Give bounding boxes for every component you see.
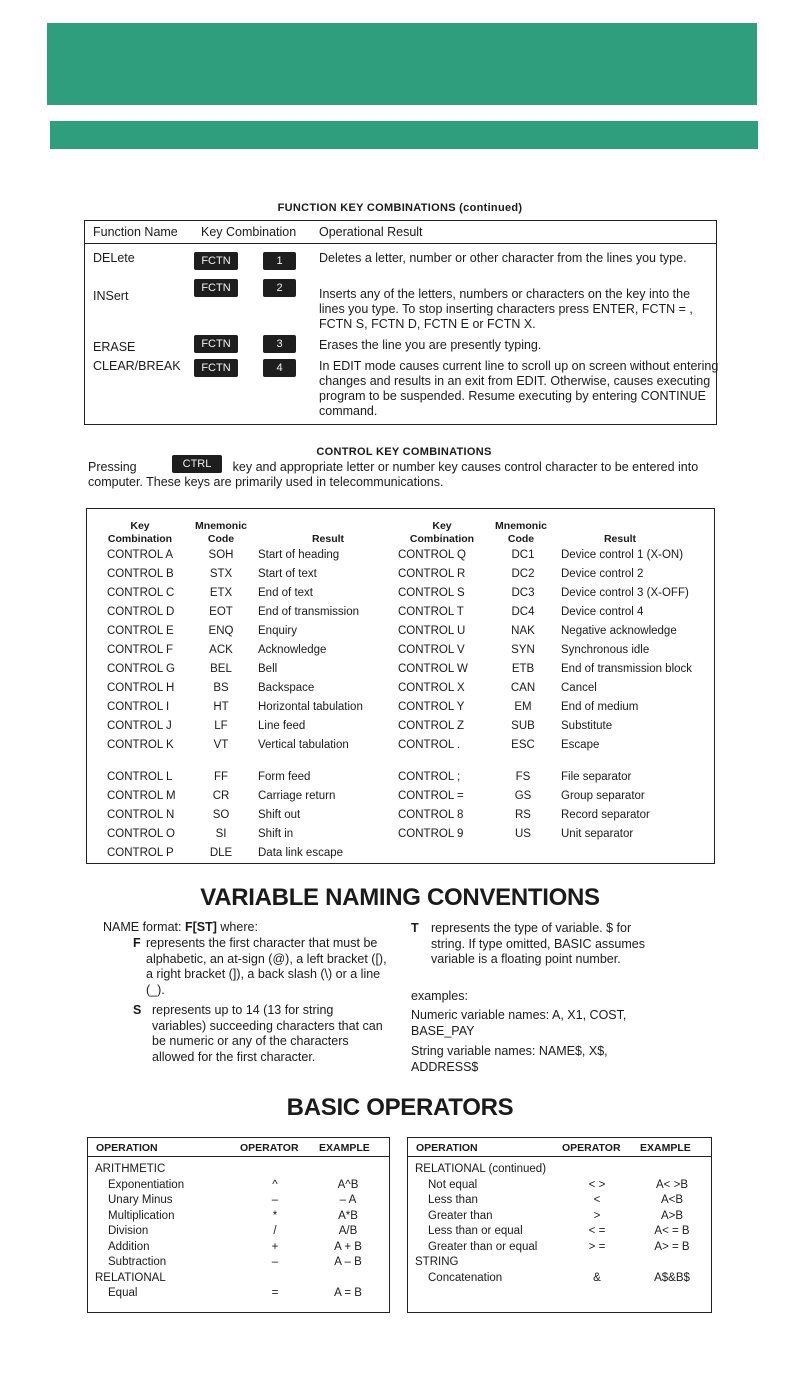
control-result: Line feed [258, 720, 306, 732]
control-key-row [87, 549, 714, 567]
key-combination: CONTROL C [107, 587, 175, 599]
operator-symbol: > = [588, 1240, 606, 1253]
t-letter: T [411, 921, 419, 935]
s-letter: S [133, 1003, 142, 1017]
operator-example: A = B [334, 1287, 362, 1299]
operator-group [88, 1272, 389, 1288]
operator-example: A + B [334, 1240, 362, 1253]
mnemonic-code: FS [515, 771, 531, 783]
mnemonic-code: HT [213, 701, 229, 713]
operator-symbol: * [272, 1209, 278, 1222]
header-band-top [47, 23, 757, 105]
function-name: INSert [93, 289, 129, 303]
function-name: CLEAR/BREAK [93, 359, 181, 373]
mnemonic-code: FF [213, 771, 229, 783]
key-combination: CONTROL E [107, 625, 174, 637]
header-example: EXAMPLE [640, 1142, 691, 1154]
operator-example: A/B [338, 1225, 358, 1237]
key-combination: CONTROL W [398, 663, 468, 675]
control-result: Start of heading [258, 549, 340, 561]
header-operation: OPERATION [96, 1142, 158, 1154]
operation-name: Multiplication [108, 1209, 175, 1222]
operator-row [408, 1272, 711, 1288]
mnemonic-code: SOH [208, 549, 234, 561]
control-key-row [87, 739, 714, 757]
operator-row [408, 1225, 711, 1241]
mnemonic-code: ESC [511, 739, 535, 751]
mnemonic-code: GS [514, 790, 532, 802]
operator-group [88, 1163, 389, 1179]
fctn-key: FCTN [194, 252, 238, 270]
string-example: String variable names: NAME$, X$, ADDRESS$ [411, 1044, 608, 1074]
header-band-bottom [50, 121, 758, 149]
operator-example: A<B [660, 1194, 684, 1206]
fctn-key: FCTN [194, 335, 238, 353]
operation-name: Subtraction [108, 1256, 167, 1268]
control-result: Form feed [258, 771, 311, 783]
function-keys-table [84, 220, 717, 425]
operators-table-left [87, 1137, 390, 1313]
key-combination: CONTROL B [107, 568, 174, 580]
control-key-row [87, 606, 714, 624]
key-combination: CONTROL = [398, 790, 464, 802]
operation-name: Addition [108, 1240, 150, 1253]
header-result-left: Result [311, 533, 345, 545]
operation-name: Unary Minus [108, 1194, 173, 1206]
operators-table-right [407, 1137, 712, 1313]
key-combination: CONTROL F [107, 644, 174, 656]
mnemonic-code: DLE [209, 847, 233, 859]
operators-header [408, 1138, 711, 1157]
mnemonic-code: ETB [511, 663, 535, 675]
operational-result: Deletes a letter, number or other character from the lines you type. [319, 251, 687, 265]
control-result: End of text [258, 587, 313, 599]
operator-group-label: ARITHMETIC [95, 1163, 166, 1175]
key-combination: CONTROL Y [398, 701, 465, 713]
control-result: Acknowledge [258, 644, 327, 656]
operation-name: Not equal [428, 1178, 478, 1191]
control-result: Enquiry [258, 625, 297, 637]
operators-header [88, 1138, 389, 1157]
key-combination: CONTROL N [107, 809, 175, 821]
header-function-name: Function Name [93, 225, 178, 239]
control-key-row [87, 809, 714, 827]
t-description: represents the type of variable. $ for string. If type omitted, BASIC assumes variable is a floating point number. [431, 921, 645, 966]
operator-example: A*B [338, 1209, 358, 1222]
control-result: Start of text [258, 568, 317, 580]
operation-name: Equal [108, 1287, 138, 1299]
mnemonic-code: LF [214, 720, 228, 732]
control-result: Group separator [561, 790, 645, 802]
control-key-row [87, 568, 714, 586]
operator-symbol: < [593, 1194, 601, 1206]
operator-group-label: STRING [415, 1256, 459, 1268]
operator-row [88, 1210, 389, 1226]
control-result: Synchronous idle [561, 644, 650, 656]
control-result: Device control 2 [561, 568, 644, 580]
control-keys-table [86, 508, 715, 864]
control-key-row [87, 663, 714, 681]
s-description: represents up to 14 (13 for string variables) succeeding characters that can be numeric or any of the characters allowed for the first character. [152, 1003, 383, 1064]
control-result: Backspace [258, 682, 315, 694]
mnemonic-code: DC1 [511, 549, 535, 561]
control-result: Unit separator [561, 828, 634, 840]
control-result: Horizontal tabulation [258, 701, 363, 713]
mnemonic-code: VT [213, 739, 229, 751]
f-description: represents the first character that must be alphabetic, an at-sign (@), a left bracket ([), a right bracket (]), a back slash (\) or a line (_). [146, 936, 387, 997]
operator-group [408, 1256, 711, 1272]
header-operational-result: Operational Result [319, 225, 423, 239]
basic-operators-title: BASIC OPERATORS [286, 1094, 514, 1121]
operational-result: In EDIT mode causes current line to scroll up on screen without entering changes and results in an exit from EDIT. Otherwise, causes executing program to be suspended. Resume executing by entering CONTINUE command. [319, 359, 719, 418]
operator-group-label: RELATIONAL [95, 1271, 166, 1284]
mnemonic-code: EM [514, 701, 532, 713]
operation-name: Division [108, 1225, 149, 1237]
operation-name: Less than or equal [428, 1225, 523, 1237]
mnemonic-code: SI [215, 828, 227, 840]
number-key: 2 [263, 279, 296, 297]
mnemonic-code: SYN [511, 644, 535, 656]
operator-example: A^B [337, 1178, 359, 1191]
operator-row [88, 1241, 389, 1257]
control-keys-title: CONTROL KEY COMBINATIONS [316, 446, 492, 458]
mnemonic-code: ACK [209, 644, 233, 656]
operator-row [408, 1194, 711, 1210]
header-key-combination: Key Combination [201, 225, 297, 239]
operation-name: Greater than or equal [428, 1240, 538, 1253]
operator-symbol: < > [588, 1178, 606, 1191]
mnemonic-code: BEL [210, 663, 232, 675]
operator-group-label: RELATIONAL (continued) [415, 1163, 547, 1175]
control-result: File separator [561, 771, 632, 783]
control-result: Carriage return [258, 790, 336, 802]
key-combination: CONTROL J [107, 720, 172, 732]
key-combination: CONTROL D [107, 606, 175, 618]
mnemonic-code: DC4 [511, 606, 535, 618]
control-key-row [87, 847, 714, 865]
key-combination: CONTROL K [107, 739, 174, 751]
operator-symbol: / [273, 1225, 277, 1237]
control-key-row [87, 790, 714, 808]
numeric-example: Numeric variable names: A, X1, COST, BASE_PAY [411, 1008, 627, 1038]
control-key-row [87, 720, 714, 738]
operator-symbol: = [271, 1287, 279, 1299]
operator-example: A>B [660, 1209, 684, 1222]
key-combination: CONTROL U [398, 625, 466, 637]
control-key-row [87, 587, 714, 605]
control-result: Device control 3 (X-OFF) [561, 587, 689, 599]
header-mnemonic-right: Mnemonic Code [495, 520, 547, 545]
operator-symbol: > [593, 1209, 601, 1222]
operator-example: A< = B [654, 1225, 690, 1237]
mnemonic-code: STX [209, 568, 233, 580]
operator-example: – A [339, 1194, 357, 1206]
function-keys-title: FUNCTION KEY COMBINATIONS (continued) [277, 202, 523, 214]
mnemonic-code: EOT [209, 606, 233, 618]
key-combination: CONTROL T [398, 606, 464, 618]
intro-pressing: Pressing [88, 460, 137, 474]
operator-symbol: – [271, 1194, 279, 1206]
operator-symbol: < = [588, 1225, 606, 1237]
key-combination: CONTROL Z [398, 720, 465, 732]
name-format-value: F[ST] [184, 920, 217, 934]
operator-row [88, 1194, 389, 1210]
control-result: Substitute [561, 720, 613, 732]
control-result: Data link escape [258, 847, 344, 859]
operation-name: Greater than [428, 1209, 493, 1222]
control-result: Bell [258, 663, 278, 675]
operator-example: A$&B$ [654, 1271, 690, 1284]
control-result: End of transmission [258, 606, 359, 618]
control-key-row [87, 828, 714, 846]
key-combination: CONTROL Q [398, 549, 466, 561]
control-result: Device control 1 (X-ON) [561, 549, 684, 561]
operator-symbol: ^ [272, 1178, 278, 1191]
control-key-row [87, 771, 714, 789]
name-format-line: NAME format: F[ST] where: [103, 920, 258, 934]
key-combination: CONTROL L [107, 771, 173, 783]
mnemonic-code: ENQ [208, 625, 234, 637]
operator-row [408, 1241, 711, 1257]
mnemonic-code: RS [515, 809, 531, 821]
mnemonic-code: DC2 [511, 568, 535, 580]
control-result: End of medium [561, 701, 639, 713]
operational-result: Erases the line you are presently typing. [319, 338, 542, 352]
mnemonic-code: CR [212, 790, 230, 802]
operator-symbol: + [271, 1240, 279, 1253]
key-combination: CONTROL 8 [398, 809, 464, 821]
number-key: 1 [263, 252, 296, 270]
control-result: Device control 4 [561, 606, 644, 618]
function-name: DELete [93, 251, 135, 265]
header-operator: OPERATOR [562, 1142, 621, 1154]
control-key-row [87, 701, 714, 719]
control-result: End of transmission block [561, 663, 693, 675]
operator-row [88, 1256, 389, 1272]
operator-row [88, 1287, 389, 1303]
control-result: Shift in [258, 828, 294, 840]
number-key: 4 [263, 359, 296, 377]
mnemonic-code: DC3 [511, 587, 535, 599]
operator-group [408, 1163, 711, 1179]
ctrl-key: CTRL [172, 455, 222, 473]
key-combination: CONTROL G [107, 663, 175, 675]
header-example: EXAMPLE [319, 1142, 370, 1154]
operator-example: A> = B [654, 1240, 690, 1253]
key-combination: CONTROL S [398, 587, 465, 599]
key-combination: CONTROL A [107, 549, 174, 561]
mnemonic-code: SO [212, 809, 230, 821]
operator-example: A< >B [656, 1178, 688, 1191]
operational-result: Inserts any of the letters, numbers or characters on the key into the lines you type. To stop inserting characters press ENTER, FCTN = , FCTN S, FCTN D, FCTN E or FCTN X. [319, 287, 693, 331]
control-result: Cancel [561, 682, 597, 694]
variable-naming-title: VARIABLE NAMING CONVENTIONS [200, 884, 600, 911]
control-result: Record separator [561, 809, 650, 821]
key-combination: CONTROL ; [398, 771, 461, 783]
header-result-right: Result [603, 533, 637, 545]
key-combination: CONTROL P [107, 847, 174, 859]
control-key-row [87, 644, 714, 662]
intro-description: key and appropriate letter or number key causes control character to be entered into computer. These keys are primarily used in telecommunications. [88, 460, 699, 489]
function-keys-header [85, 221, 716, 244]
control-key-row [87, 682, 714, 700]
mnemonic-code: NAK [511, 625, 535, 637]
operator-symbol: – [271, 1256, 279, 1268]
key-combination: CONTROL O [107, 828, 175, 840]
key-combination: CONTROL . [398, 739, 461, 751]
mnemonic-code: SUB [511, 720, 535, 732]
function-name: ERASE [93, 340, 136, 354]
operator-example: A – B [334, 1256, 362, 1268]
key-combination: CONTROL 9 [398, 828, 464, 840]
key-combination: CONTROL I [107, 701, 170, 713]
mnemonic-code: BS [213, 682, 229, 694]
operation-name: Exponentiation [108, 1178, 185, 1191]
fctn-key: FCTN [194, 359, 238, 377]
mnemonic-code: ETX [209, 587, 233, 599]
operator-symbol: & [593, 1271, 601, 1284]
key-combination: CONTROL R [398, 568, 466, 580]
operator-row [408, 1179, 711, 1195]
operator-row [88, 1179, 389, 1195]
number-key: 3 [263, 335, 296, 353]
key-combination: CONTROL V [398, 644, 465, 656]
mnemonic-code: CAN [510, 682, 536, 694]
mnemonic-code: US [515, 828, 531, 840]
operator-row [408, 1210, 711, 1226]
operation-name: Concatenation [428, 1271, 503, 1284]
key-combination: CONTROL M [107, 790, 176, 802]
operator-row [88, 1225, 389, 1241]
examples-label: examples: [411, 989, 468, 1003]
control-result: Negative acknowledge [561, 625, 677, 637]
control-result: Escape [561, 739, 600, 751]
f-letter: F [133, 936, 141, 950]
control-keys-intro [88, 460, 708, 490]
header-operator: OPERATOR [240, 1142, 299, 1154]
control-key-row [87, 625, 714, 643]
fctn-key: FCTN [194, 279, 238, 297]
control-result: Shift out [258, 809, 301, 821]
header-key-combination-right: Key Combination [409, 520, 475, 545]
key-combination: CONTROL H [107, 682, 175, 694]
header-key-combination-left: Key Combination [107, 520, 173, 545]
header-mnemonic-left: Mnemonic Code [195, 520, 247, 545]
control-result: Vertical tabulation [258, 739, 349, 751]
header-operation: OPERATION [416, 1142, 478, 1154]
key-combination: CONTROL X [398, 682, 465, 694]
operation-name: Less than [428, 1194, 478, 1206]
